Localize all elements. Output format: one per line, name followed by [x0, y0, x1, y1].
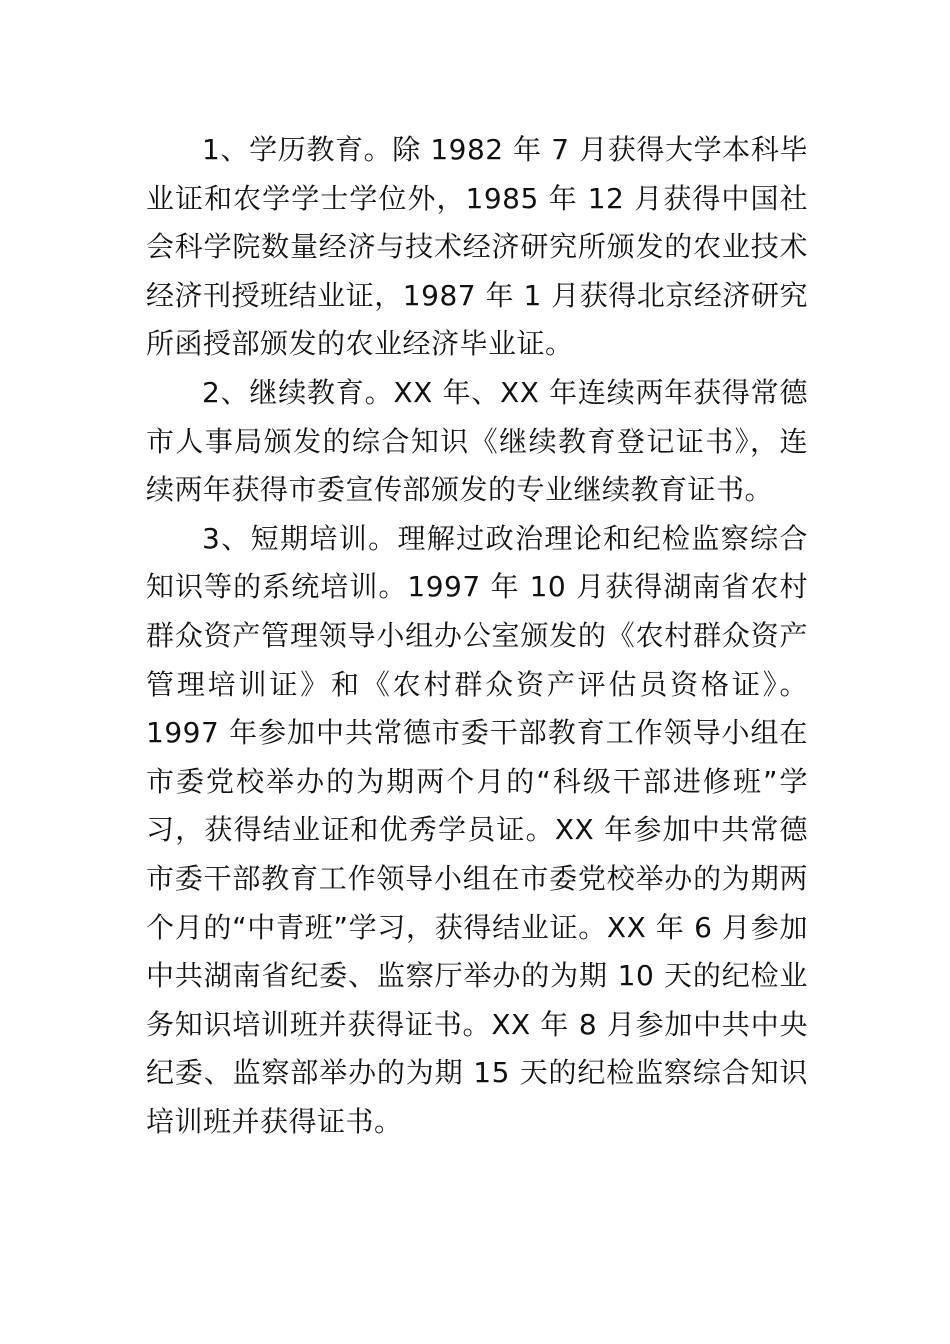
paragraph-continuing-education: 2、继续教育。XX 年、XX 年连续两年获得常德市人事局颁发的综合知识《继续教育登记证书》，连续两年获得市委宣传部颁发的专业继续教育证书。: [146, 375, 808, 507]
paragraph-short-term-training: 3、短期培训。理解过政治理论和纪检监察综合知识等的系统培训。1997 年 10 月获得湖南省农村群众资产管理领导小组办公室颁发的《农村群众资产管理培训证》和《农村群众资产评估员资格证》。1997 年参加中共常德市委干部教育工作领导小组在市委党校举办的为期两个月的“科级干部进修班”学习，获得结业证和优秀学员证。XX 年参加中共常德市委干部教育工作领导小组在市委党校举办的为期两个月的“中青班”学习，获得结业证。XX 年 6 月参加中共湖南省纪委、监察厅举办的为期 10 天的纪检业务知识培训班并获得证书。XX 年 8 月参加中共中央纪委、监察部举办的为期 15 天的纪检监察综合知识培训班并获得证书。: [146, 521, 808, 1138]
paragraph-education-degree: 1、学历教育。除 1982 年 7 月获得大学本科毕业证和农学学士学位外，1985 年 12 月获得中国社会科学院数量经济与技术经济研究所颁发的农业技术经济刊授班结业证，1987 年 1 月获得北京经济研究所函授部颁发的农业经济毕业证。: [146, 133, 808, 361]
document-body: [146, 126, 808, 1146]
